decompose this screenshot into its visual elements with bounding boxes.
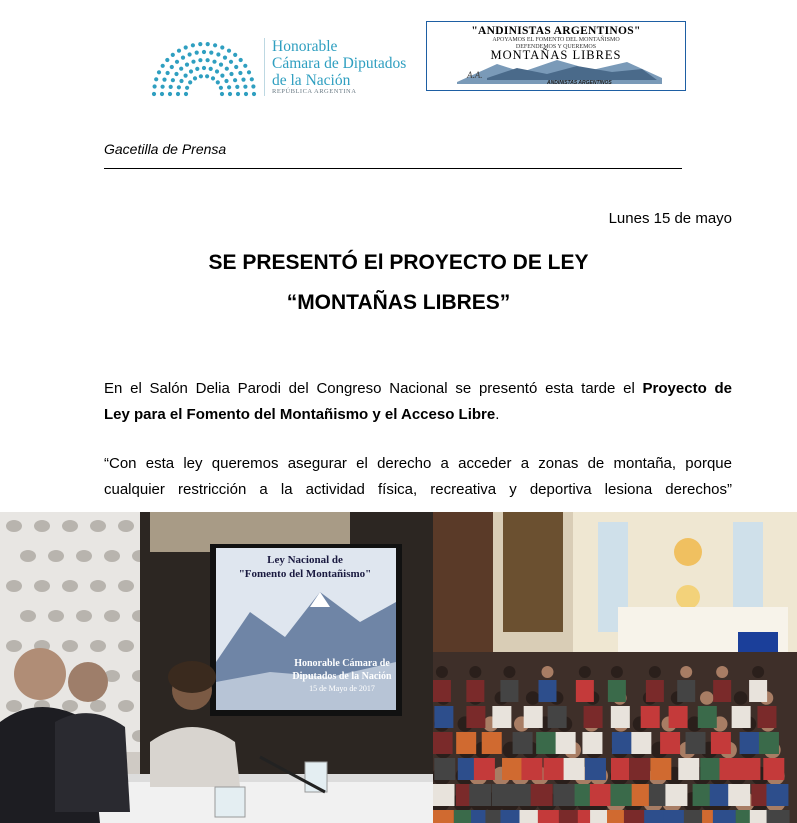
section-label: Gacetilla de Prensa <box>104 141 227 157</box>
chamber-seat-dot <box>184 74 188 78</box>
chamber-seat-dot <box>229 72 233 76</box>
audience-member-body <box>524 706 543 728</box>
backdrop-logo-mark <box>6 580 22 592</box>
backdrop-logo-mark <box>48 610 64 622</box>
audience-member-head <box>469 666 481 678</box>
audience-member-body <box>698 706 717 728</box>
backdrop-logo-mark <box>118 640 134 652</box>
audience-member-body <box>434 758 455 780</box>
backdrop-logo-mark <box>20 550 36 562</box>
audience-member-body <box>538 680 556 702</box>
chamber-seat-dot <box>251 84 255 88</box>
backdrop-logo-mark <box>104 550 120 562</box>
photo-panel-speakers <box>0 512 433 823</box>
chamber-seat-dot <box>184 45 188 49</box>
audience-member-body <box>433 732 453 754</box>
audience-member-body <box>646 680 664 702</box>
backdrop-logo-mark <box>90 520 106 532</box>
chamber-seat-dot <box>243 85 247 89</box>
chamber-seat-dot <box>188 52 192 56</box>
chamber-seat-dot <box>220 45 224 49</box>
audience-member-body <box>456 732 476 754</box>
chamber-seat-dot <box>206 42 210 46</box>
chamber-seat-dot <box>228 92 232 96</box>
audience-member-body <box>739 758 760 780</box>
backdrop-logo-mark <box>6 640 22 652</box>
chamber-seat-dot <box>202 66 206 70</box>
audience-member-body <box>474 758 495 780</box>
audience-member-body <box>433 680 451 702</box>
audience-member-head <box>649 666 661 678</box>
backdrop-logo-mark <box>118 580 134 592</box>
backdrop-logo-mark <box>62 640 78 652</box>
backdrop-logo-mark <box>62 520 78 532</box>
audience-member-body <box>665 784 687 806</box>
logo-divider <box>264 38 265 96</box>
paragraph-intro-line1 <box>104 376 732 402</box>
audience-member-head <box>716 666 728 678</box>
chamber-seat-dot <box>188 80 192 84</box>
audience-member-body <box>492 784 514 806</box>
paragraph-intro <box>104 376 732 428</box>
chamber-seat-dot <box>202 50 206 54</box>
slide-caption-line2: Diputados de la Nación <box>292 671 392 682</box>
audience-member-body <box>720 758 741 780</box>
audience-member-head <box>611 666 623 678</box>
chamber-seat-dot <box>244 92 248 96</box>
backdrop-logo-mark <box>6 520 22 532</box>
audience-member-body <box>585 758 606 780</box>
audience-member-body <box>553 784 575 806</box>
audience-member-body <box>732 706 751 728</box>
chamber-seat-dot <box>233 78 237 82</box>
chamber-seat-dot <box>239 58 243 62</box>
audience-member-body <box>548 706 567 728</box>
chamber-seat-dot <box>216 80 220 84</box>
chamber-seat-dot <box>209 51 213 55</box>
chamber-seat-dot <box>227 49 231 53</box>
audience-member-body <box>608 680 626 702</box>
backdrop-logo-mark <box>118 700 134 712</box>
quote-line1: “Con esta ley queremos asegurar el derecho a acceder a zonas de montaña, porque <box>104 455 732 472</box>
audience-member-body <box>678 758 699 780</box>
chamber-name-line1: Honorable <box>272 38 338 55</box>
audience-member-body <box>610 784 632 806</box>
slide-title-line1: Ley Nacional de <box>267 554 343 566</box>
intro-bold-end: Ley para el Fomento del Montañismo y el Acceso Libre <box>104 406 496 423</box>
audience-member-body <box>650 758 671 780</box>
chamber-seat-dot <box>238 71 242 75</box>
chamber-seat-dot <box>191 60 195 64</box>
chamber-seat-dot <box>179 79 183 83</box>
chamber-seat-dot <box>236 92 240 96</box>
chamber-seat-dot <box>212 60 216 64</box>
chamber-seat-dot <box>168 92 172 96</box>
backdrop-logo-mark <box>76 550 92 562</box>
audience-member-body <box>556 732 576 754</box>
audience-member-head <box>436 666 448 678</box>
chamber-seat-dot <box>235 85 239 89</box>
audience-member-body <box>564 758 585 780</box>
backdrop-logo-mark <box>90 700 106 712</box>
chamber-name-line2: Cámara de Diputados <box>272 55 407 72</box>
chamber-seat-dot <box>198 58 202 62</box>
chamber-seat-dot <box>193 76 197 80</box>
backdrop-logo-mark <box>76 610 92 622</box>
chamber-seat-dot <box>181 56 185 60</box>
chamber-seat-dot <box>205 74 209 78</box>
audience-member-body <box>660 732 680 754</box>
chamber-seat-dot <box>184 92 188 96</box>
audience-member-body <box>677 680 695 702</box>
chamber-seat-dot <box>160 92 164 96</box>
audience-member-body <box>469 784 491 806</box>
chamber-seat-dot <box>176 92 180 96</box>
chamber-seat-dot <box>234 65 238 69</box>
audience-member-body <box>492 706 511 728</box>
chamber-seat-dot <box>174 72 178 76</box>
audience-member-body <box>513 732 533 754</box>
chamber-seat-dot <box>169 85 173 89</box>
chamber-seat-dot <box>189 69 193 73</box>
audience-member-body <box>502 758 523 780</box>
chamber-seat-dot <box>171 53 175 57</box>
chamber-seat-dot <box>152 92 156 96</box>
intro-period: . <box>495 406 500 423</box>
chamber-seat-dot <box>171 78 175 82</box>
audience-member-body <box>663 810 686 823</box>
paragraph-quote <box>104 451 732 503</box>
audience-member-body <box>611 706 630 728</box>
audience-photo-illustration <box>433 512 797 823</box>
backdrop-logo-mark <box>118 520 134 532</box>
audience-member-body <box>576 680 594 702</box>
quote-line2: cualquier restricción a la actividad física, recreativa y deportiva lesiona derechos” <box>104 481 732 498</box>
chamber-seat-dot <box>223 56 227 60</box>
chamber-seat-dot <box>233 53 237 57</box>
andinistas-slogan: MONTAÑAS LIBRES <box>490 48 622 62</box>
intro-text: En el Salón Delia Parodi del Congreso Nacional se presentó esta tarde el <box>104 380 643 397</box>
audience-member-body <box>766 784 788 806</box>
chamber-seat-dot <box>241 78 245 82</box>
audience-member-head <box>541 666 553 678</box>
chamber-seat-dot <box>220 92 224 96</box>
chamber-seat-dot <box>166 71 170 75</box>
audience-member-body <box>434 706 453 728</box>
headline-line1: SE PRESENTÓ El PROYECTO DE LEY <box>208 251 589 274</box>
backdrop-logo-mark <box>34 580 50 592</box>
audience-member-body <box>521 758 542 780</box>
audience-member-body <box>531 784 553 806</box>
andinistas-logo <box>426 21 686 91</box>
chamber-name-line3: de la Nación <box>272 72 351 89</box>
audience-member-body <box>612 732 632 754</box>
backdrop-logo-mark <box>34 520 50 532</box>
chamber-seat-dot <box>224 79 228 83</box>
chamber-seat-dot <box>177 85 181 89</box>
audience-member-body <box>763 758 784 780</box>
chamber-seat-dot <box>227 85 231 89</box>
audience-member-body <box>749 680 767 702</box>
backdrop-logo-mark <box>62 580 78 592</box>
chamber-seat-dot <box>179 67 183 71</box>
audience-member-body <box>669 706 688 728</box>
chamber-seat-dot <box>175 60 179 64</box>
slide-caption-line3: 15 de Mayo de 2017 <box>309 684 375 693</box>
chamber-country: REPÚBLICA ARGENTINA <box>272 88 357 95</box>
chamber-name <box>272 38 406 89</box>
audience-member-body <box>686 732 706 754</box>
audience-member-body <box>433 784 455 806</box>
chamber-seat-dot <box>209 67 213 71</box>
chamber-seat-dot <box>170 65 174 69</box>
audience-member-body <box>544 758 565 780</box>
chamber-seat-dot <box>215 69 219 73</box>
chamber-seat-dot <box>216 52 220 56</box>
andinistas-title: "ANDINISTAS ARGENTINOS" <box>471 25 641 37</box>
headline-line2: “MONTAÑAS LIBRES” <box>286 291 511 314</box>
audience-member-head <box>734 691 748 705</box>
chamber-seat-dot <box>225 67 229 71</box>
chamber-seat-dot <box>161 64 165 68</box>
andinistas-subtitle-line1: APOYAMOS EL FOMENTO DEL MONTAÑISMO <box>492 37 620 43</box>
slide-title-line2: "Fomento del Montañismo" <box>238 568 372 580</box>
audience-member-body <box>500 680 518 702</box>
slide-caption-line1: Honorable Cámara de <box>294 658 390 669</box>
chamber-seat-dot <box>229 60 233 64</box>
audience-member-body <box>624 810 647 823</box>
audience-member-body <box>482 732 502 754</box>
press-date: Lunes 15 de mayo <box>608 210 732 227</box>
chamber-seat-dot <box>219 86 223 90</box>
chamber-seat-dot <box>157 70 161 74</box>
chamber-seat-dot <box>153 84 157 88</box>
backdrop-logo-mark <box>90 640 106 652</box>
chamber-seat-dot <box>250 77 254 81</box>
chamber-seat-dot <box>198 42 202 46</box>
audience-member-body <box>538 810 561 823</box>
backdrop-logo-mark <box>90 580 106 592</box>
audience-member-body <box>629 758 650 780</box>
audience-member-body <box>713 810 736 823</box>
audience-member-body <box>466 706 485 728</box>
andinistas-tag: ANDINISTAS ARGENTINOS <box>547 80 612 86</box>
audience-member-body <box>433 810 454 823</box>
chamber-seat-dot <box>191 43 195 47</box>
audience-member-body <box>711 732 731 754</box>
andinistas-initials: A.A. <box>467 70 483 80</box>
backdrop-logo-mark <box>104 610 120 622</box>
audience-member-body <box>511 784 533 806</box>
audience-member-head <box>579 666 591 678</box>
audience-member-body <box>584 706 603 728</box>
chamber-seat-dot <box>243 64 247 68</box>
audience-member-body <box>536 732 556 754</box>
backdrop-logo-mark <box>48 550 64 562</box>
audience-member-body <box>767 810 790 823</box>
backdrop-logo-mark <box>62 700 78 712</box>
chamber-seat-dot <box>252 92 256 96</box>
paragraph-intro-line2 <box>104 402 732 428</box>
chamber-seat-dot <box>220 74 224 78</box>
audience-member-body <box>582 732 602 754</box>
audience-member-body <box>466 680 484 702</box>
audience-member-body <box>611 758 632 780</box>
chamber-seat-dot <box>206 58 210 62</box>
chamber-seat-dot <box>211 76 215 80</box>
chamber-seat-dot <box>195 67 199 71</box>
audience-member-head <box>752 666 764 678</box>
photo-audience-hall <box>433 512 797 823</box>
chamber-seat-dot <box>195 51 199 55</box>
audience-member-body <box>700 758 721 780</box>
backdrop-logo-mark <box>20 610 36 622</box>
audience-member-head <box>700 691 714 705</box>
chamber-seat-dot <box>219 63 223 67</box>
chamber-seat-dot <box>162 78 166 82</box>
audience-member-head <box>526 691 540 705</box>
chamber-seat-dot <box>185 63 189 67</box>
audience-member-body <box>740 732 760 754</box>
audience-member-body <box>757 706 776 728</box>
chamber-seat-dot <box>247 70 251 74</box>
audience-member-body <box>590 784 612 806</box>
audience-member-body <box>631 732 651 754</box>
audience-member-head <box>680 666 692 678</box>
audience-member-body <box>641 706 660 728</box>
audience-member-body <box>713 680 731 702</box>
chamber-seat-dot <box>213 43 217 47</box>
andinistas-subtitle-line2: DEFENDEMOS Y QUEREMOS <box>515 43 597 50</box>
audience-member-head <box>503 666 515 678</box>
intro-bold-start: Proyecto de <box>642 380 732 397</box>
backdrop-logo-mark <box>6 700 22 712</box>
chamber-seat-dot <box>165 58 169 62</box>
chamber-seat-dot <box>154 77 158 81</box>
audience-member-body <box>759 732 779 754</box>
chamber-seat-dot <box>177 49 181 53</box>
chamber-seat-dot <box>199 74 203 78</box>
chamber-seat-dot <box>161 85 165 89</box>
header-rule <box>104 168 682 169</box>
chamber-seat-dot <box>185 86 189 90</box>
audience-member-body <box>728 784 750 806</box>
